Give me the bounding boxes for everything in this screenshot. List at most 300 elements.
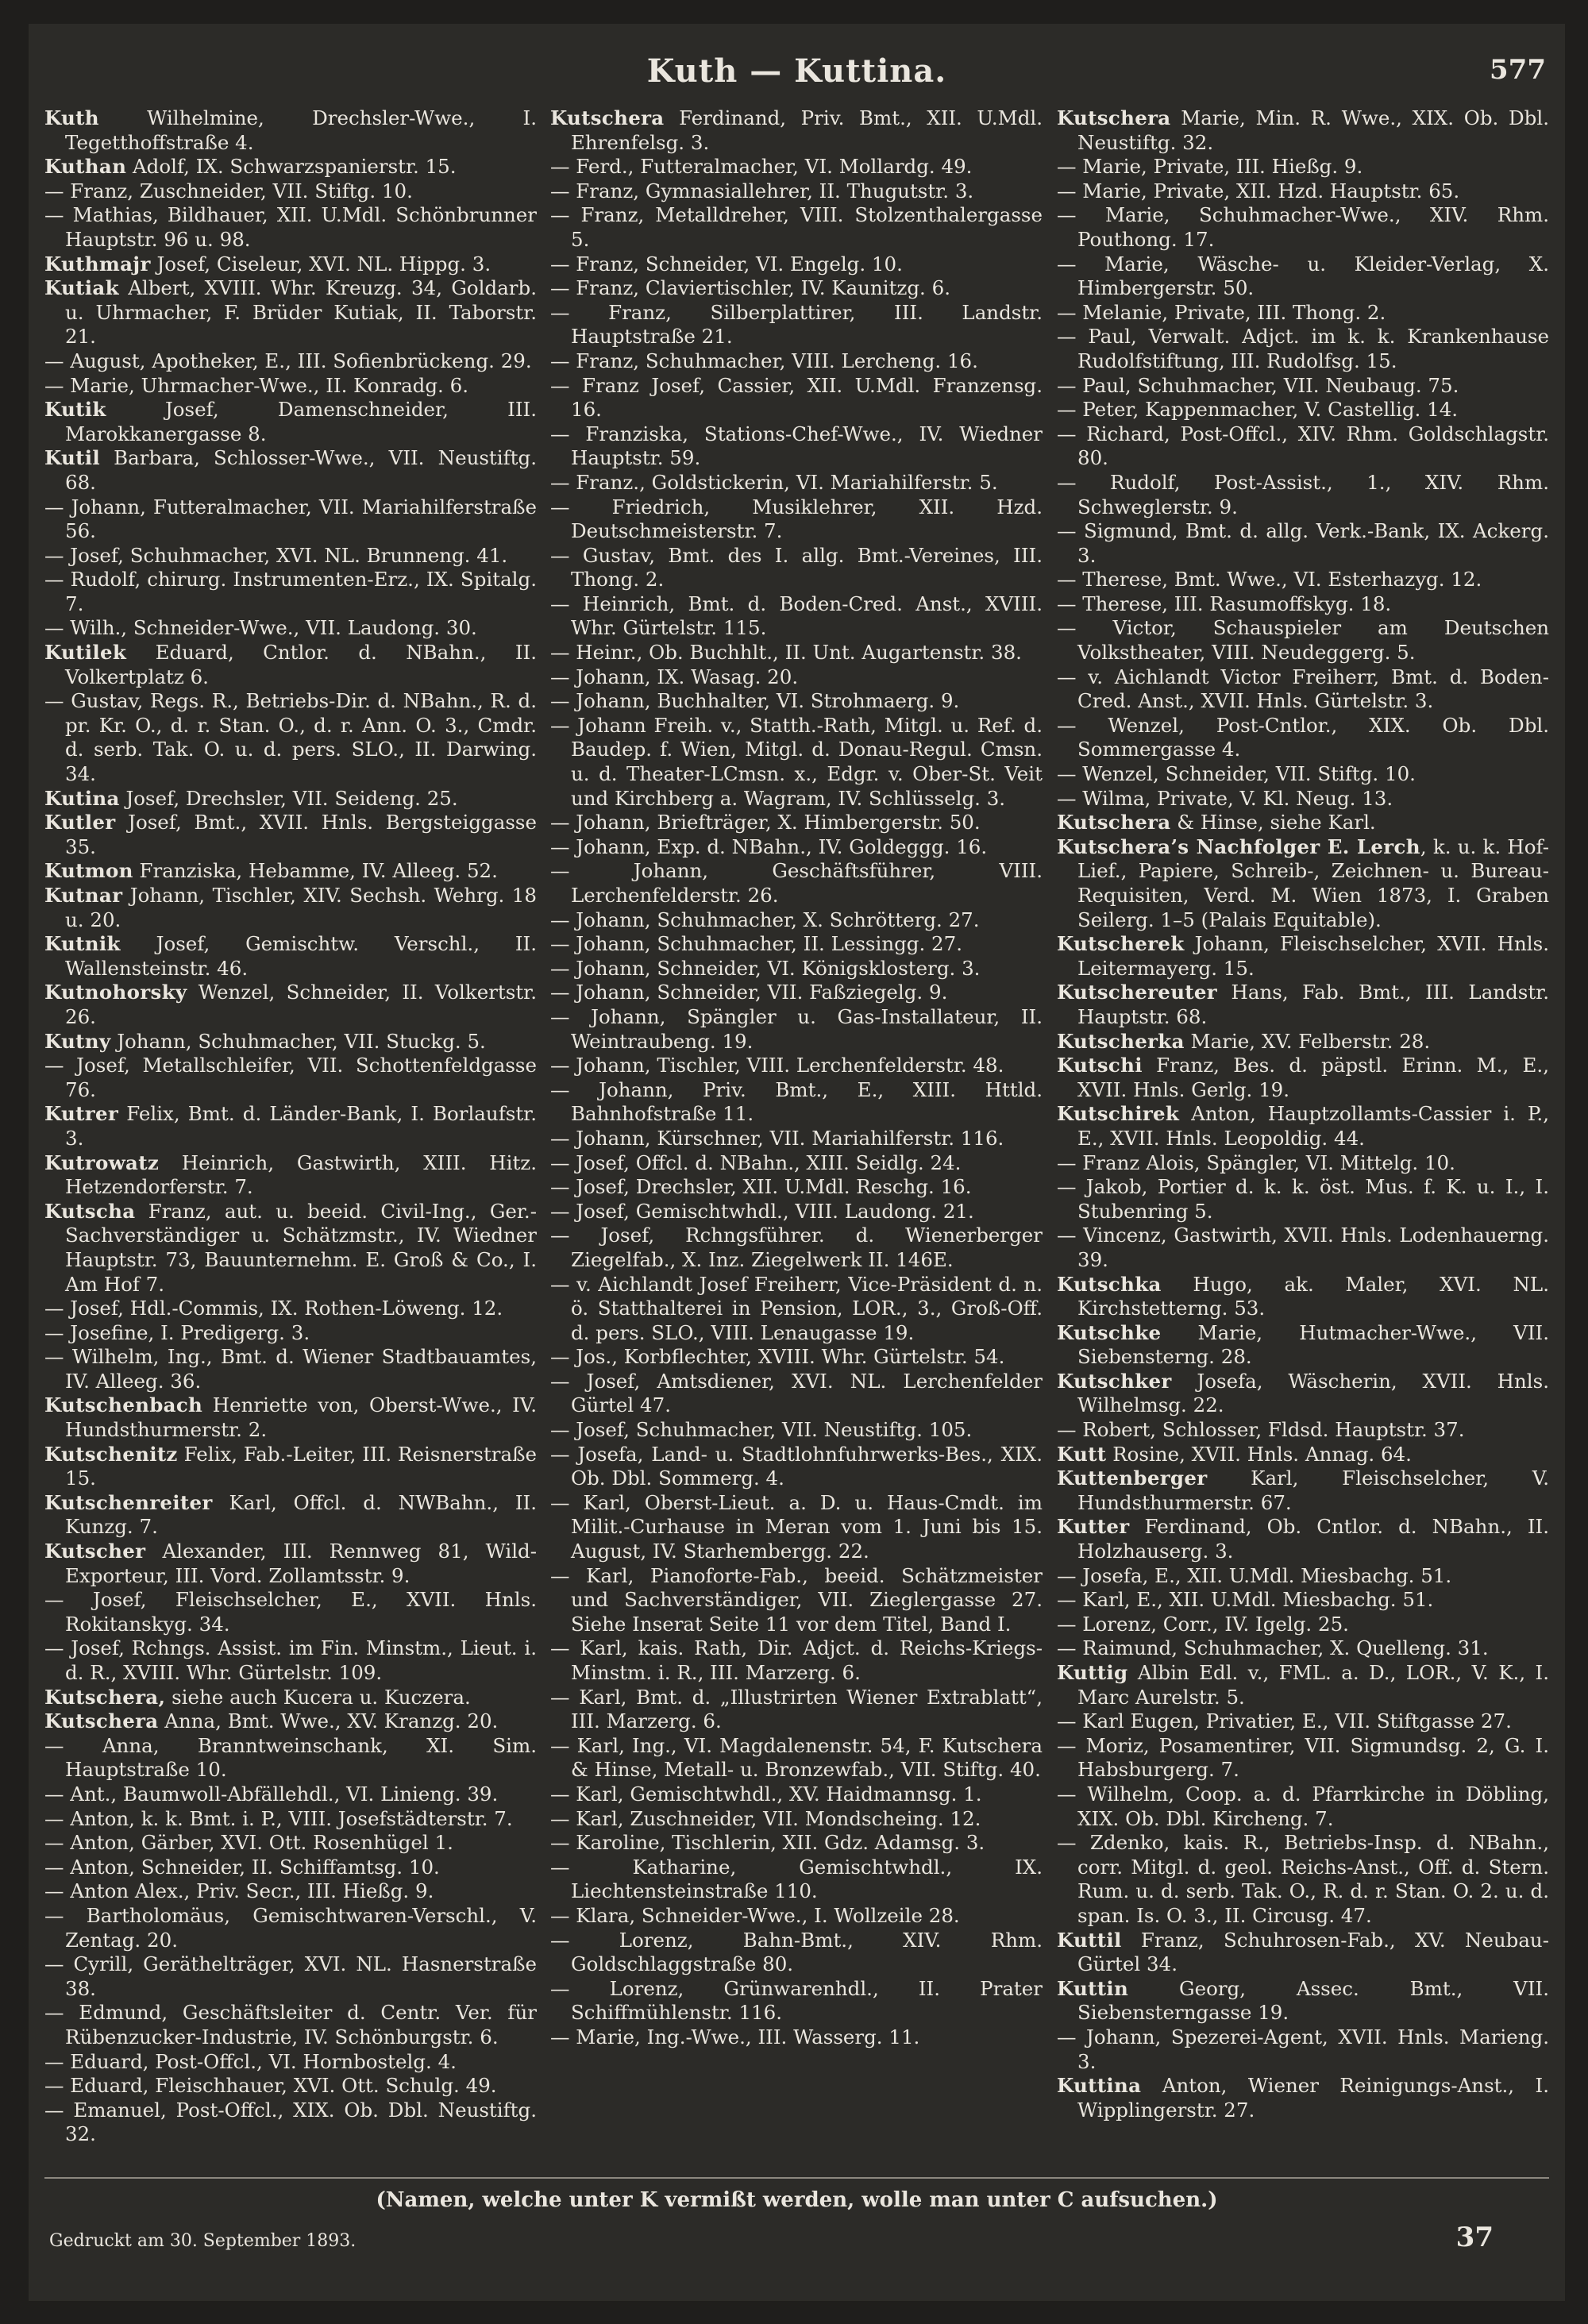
entry-text: — Gustav, Regs. R., Betriebs-Dir. d. NBahn., R. d. pr. Kr. O., d. r. Stan. O., d. r. Ann. O. 3., Cmdr. d. serb. Tak. O. u. d. pers. SLO., II. Darwing. 34. [44,689,537,786]
entry-surname: Kuthmajr [44,252,151,276]
entry-text: — Richard, Post-Offcl., XIV. Rhm. Goldschlagstr. 80. [1057,422,1549,470]
directory-entry [550,932,1043,957]
directory-entry [1057,714,1549,762]
entry-text: Marie, Hutmacher-Wwe., VII. Siebensterng. 28. [1077,1320,1549,1369]
directory-entry [44,1345,537,1393]
entry-text: — Franz, Gymnasiallehrer, II. Thugutstr. 3. [550,179,974,202]
entry-surname: Kutschera’s Nachfolger E. Lerch [1057,834,1420,858]
directory-entry [44,179,537,204]
directory-columns [44,106,1549,2171]
entry-surname: Kutmon [44,859,133,883]
entry-text: — Paul, Verwalt. Adjct. im k. k. Krankenhause Rudolfstiftung, III. Rudolfsg. 15. [1057,325,1549,372]
entry-text: — Johann, Briefträger, X. Himbergerstr. 50. [550,811,981,834]
directory-entry [44,1709,537,1734]
entry-surname: Kutschker [1057,1369,1172,1393]
entry-text: — Johann, Schuhmacher, II. Lessingg. 27. [550,932,963,956]
entry-text: — Josefa, E., XII. U.Mdl. Miesbachg. 51. [1057,1563,1452,1587]
entry-text: Johann, Fleischselcher, XVII. Hnls. Leitermayerg. 15. [1077,932,1549,980]
entry-text: — Karl, Gemischtwhdl., XV. Haidmannsg. 1. [550,1782,982,1806]
entry-text: — Edmund, Geschäftsleiter d. Centr. Ver. für Rübenzucker-Industrie, IV. Schönburgstr. 6. [44,2001,537,2048]
directory-entry [1057,1709,1549,1734]
entry-text: — Johann, Spängler u. Gas-Installateur, II. Weintraubeng. 19. [550,1004,1043,1053]
entry-text: Anton, Hauptzollamts-Cassier i. P., E., XVII. Hnls. Leopoldig. 44. [1077,1102,1549,1150]
directory-entry [550,665,1043,690]
entry-text: Marie, Min. R. Wwe., XIX. Ob. Dbl. Neustiftg. 32. [1077,106,1549,154]
directory-entry [44,1807,537,1832]
entry-text: Franz, aut. u. beeid. Civil-Ing., Ger.-Sachverständiger u. Schätzmstr., IV. Wiedner Hauptstr. 73, Bauunternehm. E. Groß & Co., I. Am Hof 7. [65,1199,537,1296]
entry-surname: Kutschenitz [44,1442,178,1466]
directory-entry [1057,1418,1549,1443]
entry-text: — Johann, Schneider, VII. Faßziegelg. 9. [550,981,948,1004]
entry-text: — Johann, IX. Wasag. 20. [550,665,799,688]
directory-entry [44,495,537,544]
entry-surname: Kutrer [44,1102,119,1126]
directory-entry [44,1393,537,1442]
entry-surname: Kutina [44,786,120,810]
entry-text: Georg, Assec. Bmt., VII. Siebensterngasse 19. [1077,1976,1549,2025]
directory-entry [550,495,1043,544]
entry-text: — Karl, Ing., VI. Magdalenenstr. 54, F. Kutschera & Hinse, Metall- u. Bronzewfab., VII. Stiftg. 40. [550,1733,1043,1782]
entry-text: Franz, Bes. d. päpstl. Erinn. M., E., XVII. Hnls. Gerlg. 19. [1077,1054,1549,1101]
entry-text: Albin Edl. v., FML. a. D., LOR., V. K., I. Marc Aurelstr. 5. [1077,1661,1549,1709]
entry-text: Karl, Fleischselcher, V. Hundsthurmerstr. 67. [1077,1466,1549,1514]
directory-entry [44,1443,537,1491]
entry-text: Hans, Fab. Bmt., III. Landstr. Hauptstr. 68. [1077,981,1549,1028]
entry-text: — Johann, Spezerei-Agent, XVII. Hnls. Marieng. 3. [1057,2025,1549,2073]
directory-entry [44,1588,537,1636]
directory-entry [1057,1151,1549,1176]
entry-text: — Mathias, Bildhauer, XII. U.Mdl. Schönbrunner Hauptstr. 96 u. 98. [44,203,537,251]
entry-text: Marie, XV. Felberstr. 28. [1184,1029,1431,1053]
entry-text: — Karl, Pianoforte-Fab., beeid. Schätzmeister und Sachverständiger, VII. Zieglergasse 27. Siehe Inserat Seite 11 vor dem Titel, Band I. [550,1563,1043,1636]
directory-entry [44,859,537,884]
entry-text: Josef, Damenschneider, III. Marokkanergasse 8. [65,398,537,445]
directory-entry [1057,1370,1549,1418]
entry-text: — Victor, Schauspieler am Deutschen Volkstheater, VIII. Neudeggerg. 5. [1057,616,1549,665]
directory-entry [44,616,537,641]
directory-page [29,24,1565,2301]
entry-text: , k. u. k. Hof-Lief., Papiere, Schreib-, Zeichnen- u. Bureau-Requisiten, Verd. M. Wien 1873, I. Graben Seilerg. 1–5 (Palais Equitable). [1077,834,1549,931]
entry-surname: Kutnar [44,884,123,907]
entry-text: Josef, Gemischtw. Verschl., II. Wallensteinstr. 46. [65,932,537,980]
column-1 [44,106,537,2171]
directory-entry [1057,2074,1549,2122]
directory-entry [1057,374,1549,399]
entry-text: — Anton, k. k. Bmt. i. P., VIII. Josefstädterstr. 7. [44,1806,513,1830]
entry-text: — Wilhelm, Ing., Bmt. d. Wiener Stadtbauamtes, IV. Alleeg. 36. [44,1345,537,1393]
entry-text: — Josef, Rchngs. Assist. im Fin. Minstm., Lieut. i. d. R., XVIII. Whr. Gürtelstr. 109. [44,1636,537,1684]
entry-text: Johann, Schuhmacher, VII. Stuckg. 5. [110,1029,486,1053]
directory-entry [44,1734,537,1783]
directory-entry [550,1686,1043,1734]
entry-text: — Johann, Geschäftsführer, VIII. Lerchenfelderstr. 26. [550,859,1043,907]
directory-entry [550,981,1043,1005]
directory-entry [550,957,1043,981]
directory-entry [1057,568,1549,592]
directory-entry [550,1734,1043,1783]
entry-text: — Jakob, Portier d. k. k. öst. Mus. f. K. u. I., I. Stubenring 5. [1057,1175,1549,1223]
footnote: (Namen, welche unter K vermißt werden, wolle man unter C aufsuchen.) [376,2188,1218,2212]
directory-entry [1057,155,1549,179]
entry-text: — Franz Josef, Cassier, XII. U.Mdl. Franzensg. 16. [550,373,1043,422]
entry-surname: Kutler [44,811,116,834]
entry-text: — Anton, Schneider, II. Schiffamtsg. 10. [44,1855,440,1879]
entry-surname: Kutschereuter [1057,981,1218,1004]
directory-entry [1057,519,1549,568]
entry-text: — Franz, Zuschneider, VII. Stiftg. 10. [44,179,413,202]
directory-entry [550,1370,1043,1418]
directory-entry [550,203,1043,252]
entry-text: — Josef, Drechsler, XII. U.Mdl. Reschg. 16. [550,1175,972,1199]
directory-entry [1057,1175,1549,1224]
directory-entry [44,1904,537,1952]
entry-surname: Kutscha [44,1199,136,1223]
directory-entry [1057,1466,1549,1515]
directory-entry [1057,301,1549,326]
entry-text: — Karl Eugen, Privatier, E., VII. Stiftgasse 27. [1057,1709,1512,1733]
entry-text: — Marie, Schuhmacher-Wwe., XIV. Rhm. Pouthong. 17. [1057,203,1549,251]
directory-entry [550,592,1043,641]
entry-text: — Franz, Claviertischler, IV. Kaunitzg. 6. [550,276,950,300]
directory-entry [550,1127,1043,1151]
entry-text: — Lorenz, Bahn-Bmt., XIV. Rhm. Goldschlaggstraße 80. [550,1928,1043,1976]
directory-entry [1057,787,1549,811]
directory-entry [44,932,537,981]
entry-text: — Josef, Schuhmacher, VII. Neustiftg. 105. [550,1418,973,1442]
entry-text: — Therese, Bmt. Wwe., VI. Esterhazyg. 12. [1057,568,1482,592]
directory-entry [1057,1661,1549,1709]
directory-entry [44,1491,537,1540]
directory-entry [44,2099,537,2147]
entry-text: — Johann Freih. v., Statth.-Rath, Mitgl. u. Ref. d. Baudep. f. Wien, Mitgl. d. Donau-Regul. Cmsn. u. d. Theater-LCmsn. x., Edgr. v. Ober-St. Veit und Kirchberg a. Wagram, IV. Schlüsselg. 3. [550,713,1043,810]
entry-text: — Lorenz, Corr., IV. Igelg. 25. [1057,1612,1349,1636]
directory-entry [1057,1102,1549,1150]
directory-entry [44,349,537,374]
directory-entry [550,1831,1043,1856]
directory-entry [1057,398,1549,422]
entry-text: — Klara, Schneider-Wwe., I. Wollzeile 28. [550,1903,960,1927]
entry-surname: Kuttenberger [1057,1466,1208,1490]
directory-entry [550,811,1043,835]
entry-text: — Zdenko, kais. R., Betriebs-Insp. d. NBahn., corr. Mitgl. d. geol. Reichs-Anst., Off. d. Stern. Rum. u. d. serb. Tak. O., R. d. r. Stan. O. 2. u. d. span. Is. O. 3., II. Circusg. 47. [1057,1831,1549,1927]
entry-text: Anton, Wiener Reinigungs-Anst., I. Wipplingerstr. 27. [1077,2074,1549,2122]
directory-entry [550,1443,1043,1491]
directory-entry [1057,325,1549,373]
directory-entry [550,1904,1043,1929]
entry-text: Adolf, IX. Schwarzspanierstr. 15. [126,155,457,179]
directory-entry [44,787,537,811]
directory-entry [1057,1831,1549,1928]
directory-entry [44,1783,537,1807]
directory-entry [44,374,537,399]
entry-text: — Marie, Private, XII. Hzd. Hauptstr. 65. [1057,179,1460,202]
entry-text: — Wenzel, Schneider, VII. Stiftg. 10. [1057,762,1416,786]
directory-entry [1057,1613,1549,1637]
directory-entry [550,1491,1043,1564]
directory-entry [44,155,537,179]
directory-entry [44,1321,537,1346]
entry-text: — Ferd., Futteralmacher, VI. Mollardg. 49. [550,155,973,179]
directory-entry [1057,592,1549,617]
entry-surname: Kutscher [44,1540,146,1563]
entry-text: — Karl, E., XII. U.Mdl. Miesbachg. 51. [1057,1588,1434,1612]
directory-entry [1057,762,1549,787]
entry-text: — v. Aichlandt Victor Freiherr, Bmt. d. Boden-Cred. Anst., XVII. Hnls. Gürtelstr. 3. [1057,665,1549,713]
entry-text: — Eduard, Fleischhauer, XVI. Ott. Schulg. 49. [44,2074,497,2098]
entry-text: — Johann, Schuhmacher, X. Schrötterg. 27. [550,908,980,931]
entry-text: — Johann, Tischler, VIII. Lerchenfelderstr. 48. [550,1054,1004,1077]
entry-text: — Friedrich, Musiklehrer, XII. Hzd. Deutschmeisterstr. 7. [550,495,1043,543]
entry-text: — Wilma, Private, V. Kl. Neug. 13. [1057,786,1393,810]
entry-surname: Kutiak [44,276,119,300]
directory-entry [1057,1321,1549,1370]
page-title: Kuth — Kuttina. [646,52,947,90]
directory-entry [1057,1273,1549,1321]
entry-text: — Rudolf, Post-Assist., 1., XIV. Rhm. Schweglerstr. 9. [1057,470,1549,518]
directory-entry [550,179,1043,204]
entry-text: — Josefa, Land- u. Stadtlohnfuhrwerks-Bes., XIX. Ob. Dbl. Sommerg. 4. [550,1442,1043,1490]
entry-text: — Karl, Zuschneider, VII. Mondscheing. 12. [550,1806,981,1830]
entry-text: Hugo, ak. Maler, XVI. NL. Kirchstetterng. 53. [1077,1272,1549,1320]
entry-surname: Kutscherek [1057,932,1185,956]
directory-entry [44,2074,537,2099]
column-3 [1057,106,1549,2171]
directory-entry [44,1686,537,1710]
entry-text: — Rudolf, chirurg. Instrumenten-Erz., IX. Spitalg. 7. [44,568,537,615]
entry-text: — Jos., Korbflechter, XVIII. Whr. Gürtelstr. 54. [550,1345,1005,1369]
entry-text: — Marie, Ing.-Wwe., III. Wasserg. 11. [550,2025,920,2048]
entry-surname: Kutschera [1057,811,1171,834]
directory-entry [550,252,1043,277]
entry-text: — Josef, Fleischselcher, E., XVII. Hnls. Rokitanskyg. 34. [44,1588,537,1636]
directory-entry [1057,2025,1549,2074]
entry-text: — Wilh., Schneider-Wwe., VII. Laudong. 30. [44,616,477,640]
directory-entry [44,884,537,932]
entry-text: — Moriz, Posamentirer, VII. Sigmundsg. 2, G. I. Habsburgerg. 7. [1057,1733,1549,1782]
entry-text: siehe auch Kucera u. Kuczera. [165,1685,471,1709]
directory-entry [44,641,537,689]
directory-entry [1057,179,1549,204]
entry-text: — Josef, Metallschleifer, VII. Schottenfeldgasse 76. [44,1054,537,1101]
directory-entry [550,1054,1043,1078]
directory-entry [44,1297,537,1321]
entry-text: Henriette von, Oberst-Wwe., IV. Hundsthurmerstr. 2. [65,1393,537,1442]
directory-entry [550,106,1043,155]
directory-entry [550,1345,1043,1370]
entry-text: — Heinr., Ob. Buchhlt., II. Unt. Augartenstr. 38. [550,641,1022,665]
entry-text: — Marie, Private, III. Hießg. 9. [1057,155,1363,179]
entry-text: Alexander, III. Rennweg 81, Wild-Exporteur, III. Vord. Zollamtsstr. 9. [65,1540,537,1587]
directory-entry [550,2025,1043,2050]
directory-entry [1057,665,1549,714]
entry-text: — Josef, Gemischtwhdl., VIII. Laudong. 21. [550,1199,974,1223]
entry-text: Rosine, XVII. Hnls. Annag. 64. [1106,1442,1412,1466]
entry-text: — Anton Alex., Priv. Secr., III. Hießg. 9. [44,1879,434,1903]
directory-entry [1057,1515,1549,1563]
directory-entry [1057,932,1549,981]
directory-entry [1057,1929,1549,1977]
directory-entry [1057,422,1549,471]
directory-entry [550,1636,1043,1685]
entry-text: — Karl, kais. Rath, Dir. Adjct. d. Reichs-Kriegs-Minstm. i. R., III. Marzerg. 6. [550,1636,1043,1684]
entry-text: — Josef, Amtsdiener, XVI. NL. Lerchenfelder Gürtel 47. [550,1369,1043,1417]
entry-text: — Katharine, Gemischtwhdl., IX. Liechtensteinstraße 110. [550,1855,1043,1903]
entry-text: — Franz, Schuhmacher, VIII. Lercheng. 16. [550,349,978,372]
directory-entry [1057,1443,1549,1467]
entry-text: Wenzel, Schneider, II. Volkertstr. 26. [65,981,537,1028]
entry-text: — Karoline, Tischlerin, XII. Gdz. Adamsg. 3. [550,1831,985,1855]
entry-surname: Kuttin [1057,1976,1129,2000]
entry-surname: Kutter [1057,1515,1130,1539]
entry-surname: Kutschenbach [44,1393,203,1417]
directory-entry [44,1879,537,1904]
entry-text: Heinrich, Gastwirth, XIII. Hitz. Hetzendorferstr. 7. [65,1150,537,1199]
entry-text: Ferdinand, Ob. Cntlor. d. NBahn., II. Holzhauserg. 3. [1077,1515,1549,1563]
entry-text: — Marie, Uhrmacher-Wwe., II. Konradg. 6. [44,373,468,397]
directory-entry [44,203,537,252]
entry-text: Josefa, Wäscherin, XVII. Hnls. Wilhelmsg. 22. [1077,1369,1549,1417]
directory-entry [1057,1588,1549,1613]
entry-text: Ferdinand, Priv. Bmt., XII. U.Mdl. Ehrenfelsg. 3. [571,106,1043,154]
entry-text: — Sigmund, Bmt. d. allg. Verk.-Bank, IX. Ackerg. 3. [1057,519,1549,567]
entry-text: — Bartholomäus, Gemischtwaren-Verschl., V. Zentag. 20. [44,1903,537,1952]
entry-text: — Johann, Priv. Bmt., E., XIII. Httld. Bahnhofstraße 11. [550,1077,1043,1126]
entry-text: — Raimund, Schuhmacher, X. Quelleng. 31. [1057,1636,1489,1660]
entry-text: — Anna, Branntweinschank, XI. Sim. Hauptstraße 10. [44,1733,537,1782]
directory-entry [550,689,1043,714]
directory-entry [550,1807,1043,1832]
entry-surname: Kuthan [44,155,127,179]
directory-entry [550,1200,1043,1224]
entry-surname: Kutschirek [1057,1102,1180,1126]
entry-surname: Kutik [44,398,106,422]
directory-entry [1057,106,1549,155]
directory-entry [550,1418,1043,1443]
directory-entry [44,1151,537,1200]
entry-text: Anna, Bmt. Wwe., XV. Kranzg. 20. [158,1709,499,1733]
directory-entry [44,1636,537,1685]
directory-entry [1057,835,1549,932]
entry-text: — Franz., Goldstickerin, VI. Mariahilferstr. 5. [550,470,998,494]
entry-text: — Josefine, I. Predigerg. 3. [44,1320,310,1344]
entry-text: — Heinrich, Bmt. d. Boden-Cred. Anst., XVIII. Whr. Gürtelstr. 115. [550,592,1043,640]
directory-entry [1057,616,1549,665]
entry-text: Felix, Fab.-Leiter, III. Reisnerstraße 15. [65,1442,537,1490]
directory-entry [1057,1030,1549,1054]
entry-surname: Kutscherka [1057,1029,1185,1053]
entry-surname: Kutrowatz [44,1150,160,1174]
footer-rule [44,2177,1549,2179]
directory-entry [44,2050,537,2075]
entry-text: — Lorenz, Grünwarenhdl., II. Prater Schiffmühlenstr. 116. [550,1976,1043,2025]
directory-entry [1057,471,1549,519]
directory-entry [1057,203,1549,252]
directory-entry [1057,811,1549,835]
entry-text: — Marie, Wäsche- u. Kleider-Verlag, X. Himbergerstr. 50. [1057,252,1549,300]
entry-text: Wilhelmine, Drechsler-Wwe., I. Tegetthoffstraße 4. [65,106,537,154]
entry-text: — Franz, Silberplattirer, III. Landstr. Hauptstraße 21. [550,300,1043,349]
entry-text: — Karl, Oberst-Lieut. a. D. u. Haus-Cmdt. im Milit.-Curhause in Meran vom 1. Juni bis 15. August, IV. Starhembergg. 22. [550,1490,1043,1563]
directory-entry [1057,1224,1549,1272]
entry-text: — Wilhelm, Coop. a. d. Pfarrkirche in Döbling, XIX. Ob. Dbl. Kircheng. 7. [1057,1782,1549,1830]
directory-entry [550,1224,1043,1272]
directory-entry [550,1175,1043,1200]
entry-text: — Wenzel, Post-Cntlor., XIX. Ob. Dbl. Sommergasse 4. [1057,713,1549,761]
entry-text: Johann, Tischler, XIV. Sechsh. Wehrg. 18 u. 20. [65,884,537,931]
entry-text: — Franziska, Stations-Chef-Wwe., IV. Wiedner Hauptstr. 59. [550,422,1043,470]
directory-entry [44,398,537,446]
directory-entry [44,544,537,568]
entry-text: Barbara, Schlosser-Wwe., VII. Neustiftg. 68. [65,446,537,494]
directory-entry [550,422,1043,471]
entry-text: — Josef, Hdl.-Commis, IX. Rothen-Löweng. 12. [44,1297,503,1320]
directory-entry [44,252,537,277]
entry-surname: Kutny [44,1029,111,1053]
entry-text: Albert, XVIII. Whr. Kreuzg. 34, Goldarb. u. Uhrmacher, F. Brüder Kutiak, II. Taborstr. 21. [65,276,537,349]
entry-text: & Hinse, siehe Karl. [1170,811,1376,834]
entry-text: — Josef, Offcl. d. NBahn., XIII. Seidlg. 24. [550,1150,962,1174]
directory-entry [1057,1564,1549,1589]
entry-text: Josef, Ciseleur, XVI. NL. Hippg. 3. [150,252,491,276]
directory-entry [1057,981,1549,1029]
directory-entry [1057,1734,1549,1783]
directory-entry [44,1054,537,1102]
entry-surname: Kutilek [44,641,127,665]
entry-text: — Franz Alois, Spängler, VI. Mittelg. 10. [1057,1150,1455,1174]
directory-entry [550,301,1043,349]
directory-entry [550,1783,1043,1807]
entry-text: — v. Aichlandt Josef Freiherr, Vice-Präsident d. n. ö. Statthalterei in Pension, LOR., 3., Groß-Off. d. pers. SLO., VIII. Lenaugasse 19. [550,1272,1043,1344]
entry-text: — Anton, Gärber, XVI. Ott. Rosenhügel 1. [44,1831,453,1855]
directory-entry [44,1540,537,1588]
directory-entry [550,1151,1043,1176]
entry-text: — Josef, Schuhmacher, XVI. NL. Brunneng. 41. [44,543,508,567]
directory-entry [550,374,1043,422]
directory-entry [1057,1783,1549,1831]
entry-text: — Johann, Kürschner, VII. Mariahilferstr. 116. [550,1126,1004,1150]
entry-surname: Kuttina [1057,2074,1142,2098]
entry-surname: Kutschi [1057,1054,1143,1077]
entry-text: Karl, Offcl. d. NWBahn., II. Kunzg. 7. [65,1490,537,1539]
entry-surname: Kutschera, [44,1685,166,1709]
print-date: Gedruckt am 30. September 1893. [49,2231,357,2251]
entry-text: — Vincenz, Gastwirth, XVII. Hnls. Lodenhauerng. 39. [1057,1224,1549,1271]
entry-surname: Kutschera [550,106,665,129]
entry-surname: Kutschenreiter [44,1490,213,1514]
directory-entry [550,471,1043,495]
directory-entry [550,1078,1043,1127]
directory-entry [44,1856,537,1880]
directory-entry [550,835,1043,860]
directory-entry [44,811,537,859]
entry-surname: Kutt [1057,1442,1107,1466]
entry-surname: Kutil [44,446,100,470]
entry-surname: Kutschke [1057,1320,1162,1344]
entry-text: — Johann, Buchhalter, VI. Strohmaerg. 9. [550,689,960,713]
entry-surname: Kutnohorsky [44,981,187,1004]
directory-entry [1057,1054,1549,1102]
page-number: 577 [1490,54,1546,86]
entry-text: — August, Apotheker, E., III. Sofienbrückeng. 29. [44,349,532,372]
directory-entry [44,2001,537,2049]
directory-entry [550,859,1043,908]
directory-entry [44,689,537,786]
directory-entry [44,276,537,349]
directory-entry [550,276,1043,301]
entry-text: — Gustav, Bmt. des I. allg. Bmt.-Vereines, III. Thong. 2. [550,543,1043,592]
entry-text: Josef, Drechsler, VII. Seideng. 25. [119,786,458,810]
entry-text: — Karl, Bmt. d. „Illustrirten Wiener Extrablatt“, III. Marzerg. 6. [550,1685,1043,1733]
